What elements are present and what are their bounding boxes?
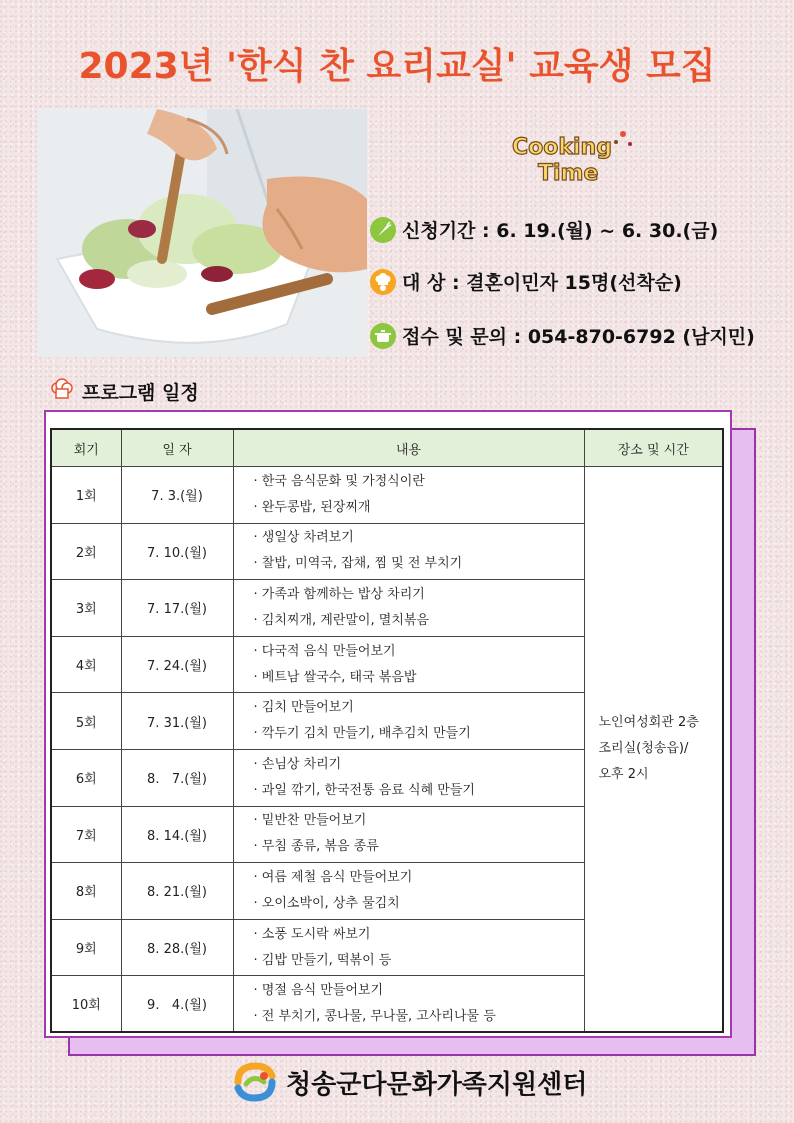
- content-cell: [233, 693, 584, 750]
- session-cell: 8회: [51, 863, 121, 920]
- cooking-logo-line1: Cooking: [512, 135, 612, 160]
- date-cell: 8. 28.(월): [121, 919, 233, 976]
- location-cell: [584, 467, 723, 1033]
- contact-text: 접수 및 문의 : 054-870-6792 (남지민): [402, 326, 755, 348]
- content-cell: [233, 523, 584, 580]
- date-cell: 8. 21.(월): [121, 863, 233, 920]
- date-cell: 7. 10.(월): [121, 523, 233, 580]
- table-row: [51, 467, 723, 524]
- content-line: · 손님상 차리기: [253, 756, 342, 772]
- content-line: · 소풍 도시락 싸보기: [253, 926, 371, 942]
- section-title: 프로그램 일정: [82, 381, 199, 404]
- session-cell: 7회: [51, 806, 121, 863]
- location-line: 오후 2시: [598, 767, 649, 783]
- info-contact: [370, 322, 755, 349]
- date-cell: 9. 4.(월): [121, 976, 233, 1033]
- content-line: · 과일 깎기, 한국전통 음료 식혜 만들기: [253, 782, 475, 798]
- content-cell: [233, 749, 584, 806]
- chef-icon: [370, 269, 396, 295]
- content-cell: [233, 636, 584, 693]
- content-line: · 김치 만들어보기: [253, 700, 354, 716]
- content-cell: [233, 580, 584, 637]
- date-cell: 7. 17.(월): [121, 580, 233, 637]
- session-cell: 6회: [51, 749, 121, 806]
- header-date: 일 자: [121, 429, 233, 467]
- center-logo-icon: [232, 1062, 278, 1102]
- content-line: · 가족과 함께하는 밥상 차리기: [253, 586, 425, 602]
- schedule-table: [50, 428, 724, 1033]
- content-cell: [233, 919, 584, 976]
- date-cell: 8. 14.(월): [121, 806, 233, 863]
- info-period: [370, 216, 718, 243]
- content-cell: [233, 806, 584, 863]
- content-line: · 무침 종류, 볶음 종류: [253, 839, 379, 855]
- location-line: 조리실(청송읍)/: [598, 741, 689, 757]
- content-line: · 완두콩밥, 된장찌개: [253, 499, 371, 515]
- poster-title: 2023년 '한식 찬 요리교실' 교육생 모집: [78, 46, 716, 87]
- date-cell: 7. 31.(월): [121, 693, 233, 750]
- content-line: · 한국 음식문화 및 가정식이란: [253, 473, 425, 489]
- session-cell: 2회: [51, 523, 121, 580]
- info-target: [370, 268, 682, 295]
- cooking-time-logo: [508, 124, 638, 186]
- location-line: 노인여성회관 2층: [598, 715, 699, 731]
- content-cell: [233, 976, 584, 1033]
- center-name: 청송군다문화가족지원센터: [286, 1069, 588, 1100]
- content-line: · 명절 음식 만들어보기: [253, 982, 384, 998]
- content-line: · 생일상 차려보기: [253, 530, 354, 546]
- session-cell: 4회: [51, 636, 121, 693]
- header-location: 장소 및 시간: [584, 429, 723, 467]
- session-cell: 10회: [51, 976, 121, 1033]
- session-cell: 1회: [51, 467, 121, 524]
- session-cell: 9회: [51, 919, 121, 976]
- header-session: 회기: [51, 429, 121, 467]
- footer: [232, 1062, 587, 1102]
- content-line: · 찰밥, 미역국, 잡채, 찜 및 전 부치기: [253, 556, 463, 572]
- content-line: · 깍두기 김치 만들기, 배추김치 만들기: [253, 726, 471, 742]
- content-line: · 밑반찬 만들어보기: [253, 813, 367, 829]
- date-cell: 7. 3.(월): [121, 467, 233, 524]
- target-text: 대 상 : 결혼이민자 15명(선착순): [402, 272, 682, 294]
- content-cell: [233, 863, 584, 920]
- header-content: 내용: [233, 429, 584, 467]
- cooking-logo-line2: Time: [538, 161, 599, 186]
- content-line: · 오이소박이, 상추 물김치: [253, 895, 400, 911]
- session-cell: 3회: [51, 580, 121, 637]
- program-schedule-heading: [48, 377, 199, 405]
- period-text: 신청기간 : 6. 19.(월) ~ 6. 30.(금): [402, 220, 719, 242]
- content-line: · 김밥 만들기, 떡볶이 등: [253, 952, 392, 968]
- chef-hat-icon: [48, 377, 76, 405]
- content-line: · 여름 제철 음식 만들어보기: [253, 869, 413, 885]
- carrot-icon: [370, 217, 396, 243]
- date-cell: 7. 24.(월): [121, 636, 233, 693]
- content-line: · 김치찌개, 계란말이, 멸치볶음: [253, 612, 429, 628]
- session-cell: 5회: [51, 693, 121, 750]
- content-cell: [233, 467, 584, 524]
- content-line: · 베트남 쌀국수, 태국 볶음밥: [253, 669, 417, 685]
- cooking-pot-icon: [370, 323, 396, 349]
- salad-photo: [37, 109, 367, 357]
- date-cell: 8. 7.(월): [121, 749, 233, 806]
- content-line: · 전 부치기, 콩나물, 무나물, 고사리나물 등: [253, 1008, 496, 1024]
- content-line: · 다국적 음식 만들어보기: [253, 643, 396, 659]
